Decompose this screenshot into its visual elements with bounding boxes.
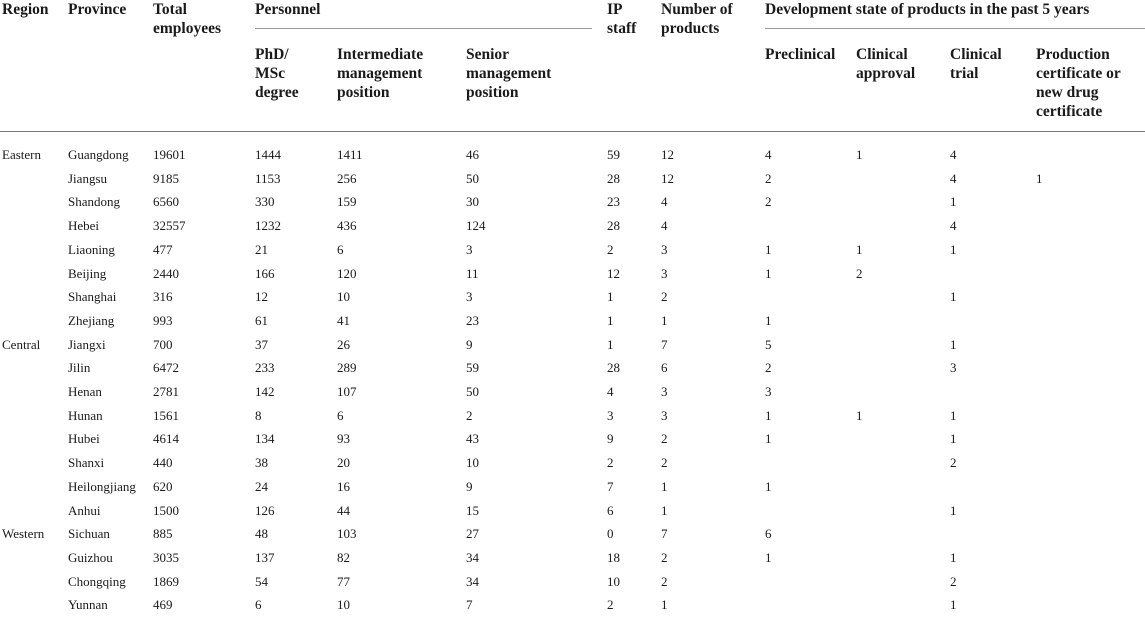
cell-senior: 46: [466, 147, 479, 162]
header-ip-staff-line2: staff: [607, 20, 637, 37]
cell-number-of-products: 6: [661, 360, 668, 375]
cell-total-employees: 9185: [153, 171, 179, 186]
cell-phd-msc: 166: [255, 266, 275, 281]
cell-intermediate: 6: [337, 242, 344, 257]
cell-phd-msc: 8: [255, 408, 262, 423]
cell-province: Guangdong: [68, 147, 129, 162]
cell-senior: 124: [466, 218, 486, 233]
cell-total-employees: 1869: [153, 574, 179, 589]
cell-ip-staff: 2: [607, 597, 614, 612]
header-intermediate-line1: Intermediate: [337, 46, 424, 63]
cell-clinical-trial: 1: [950, 431, 957, 446]
cell-ip-staff: 3: [607, 408, 614, 423]
cell-number-of-products: 4: [661, 194, 668, 209]
cell-ip-staff: 1: [607, 313, 614, 328]
cell-preclinical: 1: [765, 313, 772, 328]
cell-total-employees: 3035: [153, 550, 179, 565]
cell-senior: 59: [466, 360, 479, 375]
cell-phd-msc: 54: [255, 574, 268, 589]
cell-total-employees: 316: [153, 289, 173, 304]
cell-preclinical: 1: [765, 479, 772, 494]
cell-senior: 9: [466, 479, 473, 494]
cell-province: Henan: [68, 384, 102, 399]
cell-intermediate: 10: [337, 597, 350, 612]
header-total-employees: [153, 0, 221, 38]
cell-senior: 2: [466, 408, 473, 423]
cell-intermediate: 41: [337, 313, 350, 328]
header-phd-msc-line2: MSc: [255, 65, 286, 82]
cell-ip-staff: 4: [607, 384, 614, 399]
header-development-state: Development state of products in the past 5 years: [765, 1, 1090, 18]
cell-number-of-products: 1: [661, 313, 668, 328]
cell-senior: 43: [466, 431, 479, 446]
cell-clinical-trial: 1: [950, 337, 957, 352]
cell-phd-msc: 21: [255, 242, 268, 257]
cell-clinical-trial: 1: [950, 597, 957, 612]
cell-clinical-trial: 1: [950, 194, 957, 209]
cell-senior: 7: [466, 597, 473, 612]
cell-intermediate: 120: [337, 266, 357, 281]
cell-intermediate: 256: [337, 171, 357, 186]
cell-senior: 27: [466, 526, 479, 541]
header-production-certificate-line1: Production: [1036, 46, 1110, 63]
header-production-certificate: [1036, 45, 1121, 121]
cell-preclinical: 1: [765, 550, 772, 565]
header-number-of-products: [661, 0, 733, 38]
cell-phd-msc: 37: [255, 337, 268, 352]
header-preclinical: Preclinical: [765, 46, 836, 63]
header-intermediate-line2: management: [337, 65, 423, 82]
cell-ip-staff: 18: [607, 550, 620, 565]
header-senior-line1: Senior: [466, 46, 510, 63]
cell-province: Hunan: [68, 408, 103, 423]
cell-province: Sichuan: [68, 526, 110, 541]
cell-intermediate: 289: [337, 360, 357, 375]
cell-number-of-products: 2: [661, 550, 668, 565]
cell-senior: 50: [466, 384, 479, 399]
header-number-of-products-line1: Number of: [661, 1, 733, 18]
cell-senior: 15: [466, 503, 479, 518]
cell-ip-staff: 6: [607, 503, 614, 518]
cell-total-employees: 2781: [153, 384, 179, 399]
cell-number-of-products: 2: [661, 289, 668, 304]
cell-total-employees: 469: [153, 597, 173, 612]
cell-province: Heilongjiang: [68, 479, 136, 494]
cell-phd-msc: 137: [255, 550, 275, 565]
cell-senior: 50: [466, 171, 479, 186]
header-province: Province: [68, 1, 127, 18]
cell-total-employees: 4614: [153, 431, 179, 446]
header-bottom-rule: [0, 131, 1145, 132]
cell-total-employees: 993: [153, 313, 173, 328]
cell-senior: 30: [466, 194, 479, 209]
cell-number-of-products: 3: [661, 384, 668, 399]
cell-senior: 34: [466, 550, 479, 565]
cell-number-of-products: 12: [661, 171, 674, 186]
cell-region: Western: [2, 526, 45, 541]
cell-phd-msc: 12: [255, 289, 268, 304]
cell-senior: 23: [466, 313, 479, 328]
cell-intermediate: 6: [337, 408, 344, 423]
header-region: Region: [2, 1, 49, 18]
cell-phd-msc: 61: [255, 313, 268, 328]
personnel-underline: [255, 28, 592, 29]
cell-phd-msc: 1444: [255, 147, 281, 162]
cell-phd-msc: 330: [255, 194, 275, 209]
cell-ip-staff: 2: [607, 455, 614, 470]
cell-intermediate: 16: [337, 479, 350, 494]
header-phd-msc-line3: degree: [255, 84, 299, 101]
cell-phd-msc: 24: [255, 479, 268, 494]
cell-phd-msc: 142: [255, 384, 275, 399]
cell-ip-staff: 0: [607, 526, 614, 541]
header-number-of-products-line2: products: [661, 20, 720, 37]
cell-total-employees: 885: [153, 526, 173, 541]
cell-intermediate: 20: [337, 455, 350, 470]
cell-clinical-approval: 2: [856, 266, 863, 281]
cell-region: Eastern: [2, 147, 41, 162]
header-production-certificate-line2: certificate or: [1036, 65, 1121, 82]
header-total-employees-line1: Total: [153, 1, 187, 18]
cell-preclinical: 1: [765, 242, 772, 257]
cell-senior: 9: [466, 337, 473, 352]
cell-ip-staff: 28: [607, 360, 620, 375]
header-clinical-trial-line1: Clinical: [950, 46, 1002, 63]
cell-total-employees: 2440: [153, 266, 179, 281]
header-total-employees-line2: employees: [153, 20, 222, 37]
cell-total-employees: 477: [153, 242, 173, 257]
cell-clinical-trial: 1: [950, 242, 957, 257]
cell-number-of-products: 1: [661, 479, 668, 494]
header-phd-msc: [255, 45, 299, 102]
header-clinical-approval: [856, 45, 915, 83]
cell-intermediate: 77: [337, 574, 350, 589]
cell-number-of-products: 7: [661, 337, 668, 352]
cell-number-of-products: 2: [661, 431, 668, 446]
cell-province: Hubei: [68, 431, 100, 446]
header-senior-line3: position: [466, 84, 519, 101]
cell-ip-staff: 7: [607, 479, 614, 494]
cell-province: Shanghai: [68, 289, 117, 304]
header-personnel: Personnel: [255, 1, 321, 18]
cell-clinical-trial: 1: [950, 408, 957, 423]
header-clinical-trial: [950, 45, 1002, 83]
cell-province: Anhui: [68, 503, 101, 518]
cell-intermediate: 44: [337, 503, 350, 518]
header-clinical-approval-line2: approval: [856, 65, 916, 82]
header-clinical-approval-line1: Clinical: [856, 46, 908, 63]
cell-intermediate: 436: [337, 218, 357, 233]
header-senior: [466, 45, 551, 102]
cell-clinical-trial: 2: [950, 455, 957, 470]
cell-senior: 34: [466, 574, 479, 589]
cell-number-of-products: 1: [661, 597, 668, 612]
cell-preclinical: 5: [765, 337, 772, 352]
cell-ip-staff: 10: [607, 574, 620, 589]
cell-senior: 11: [466, 266, 479, 281]
cell-preclinical: 1: [765, 266, 772, 281]
cell-province: Chongqing: [68, 574, 126, 589]
cell-total-employees: 6560: [153, 194, 179, 209]
cell-ip-staff: 1: [607, 337, 614, 352]
cell-phd-msc: 134: [255, 431, 275, 446]
cell-preclinical: 3: [765, 384, 772, 399]
cell-province: Beijing: [68, 266, 107, 281]
cell-senior: 3: [466, 242, 473, 257]
development-state-underline: [765, 28, 1145, 29]
cell-clinical-trial: 2: [950, 574, 957, 589]
cell-province: Shanxi: [68, 455, 105, 470]
cell-clinical-trial: 4: [950, 171, 957, 186]
cell-province: Jiangxi: [68, 337, 106, 352]
header-production-certificate-line3: new drug: [1036, 84, 1099, 101]
cell-total-employees: 1561: [153, 408, 179, 423]
header-phd-msc-line1: PhD/: [255, 46, 289, 63]
cell-clinical-approval: 1: [856, 147, 863, 162]
cell-intermediate: 159: [337, 194, 357, 209]
cell-preclinical: 4: [765, 147, 772, 162]
header-intermediate-line3: position: [337, 84, 390, 101]
cell-production-certificate: 1: [1036, 171, 1043, 186]
cell-ip-staff: 2: [607, 242, 614, 257]
cell-phd-msc: 6: [255, 597, 262, 612]
cell-total-employees: 19601: [153, 147, 186, 162]
cell-province: Shandong: [68, 194, 120, 209]
cell-phd-msc: 1153: [255, 171, 281, 186]
cell-ip-staff: 23: [607, 194, 620, 209]
cell-preclinical: 6: [765, 526, 772, 541]
header-intermediate: [337, 45, 423, 102]
cell-province: Yunnan: [68, 597, 108, 612]
cell-clinical-approval: 1: [856, 242, 863, 257]
cell-ip-staff: 9: [607, 431, 614, 446]
cell-preclinical: 2: [765, 360, 772, 375]
cell-senior: 3: [466, 289, 473, 304]
cell-total-employees: 32557: [153, 218, 186, 233]
cell-province: Hebei: [68, 218, 100, 233]
cell-phd-msc: 233: [255, 360, 275, 375]
cell-ip-staff: 1: [607, 289, 614, 304]
cell-intermediate: 82: [337, 550, 350, 565]
cell-total-employees: 620: [153, 479, 173, 494]
header-senior-line2: management: [466, 65, 552, 82]
cell-intermediate: 107: [337, 384, 357, 399]
cell-total-employees: 440: [153, 455, 173, 470]
cell-clinical-trial: 4: [950, 218, 957, 233]
cell-number-of-products: 7: [661, 526, 668, 541]
cell-province: Jiangsu: [68, 171, 107, 186]
cell-province: Liaoning: [68, 242, 115, 257]
cell-intermediate: 93: [337, 431, 350, 446]
cell-clinical-trial: 1: [950, 503, 957, 518]
cell-number-of-products: 1: [661, 503, 668, 518]
cell-preclinical: 2: [765, 171, 772, 186]
cell-total-employees: 700: [153, 337, 173, 352]
cell-number-of-products: 3: [661, 266, 668, 281]
cell-province: Zhejiang: [68, 313, 115, 328]
cell-ip-staff: 28: [607, 218, 620, 233]
cell-total-employees: 1500: [153, 503, 179, 518]
cell-phd-msc: 126: [255, 503, 275, 518]
cell-ip-staff: 12: [607, 266, 620, 281]
cell-intermediate: 10: [337, 289, 350, 304]
cell-phd-msc: 48: [255, 526, 268, 541]
header-ip-staff-line1: IP: [607, 1, 623, 18]
header-clinical-trial-line2: trial: [950, 65, 979, 82]
cell-region: Central: [2, 337, 41, 352]
cell-number-of-products: 4: [661, 218, 668, 233]
cell-intermediate: 1411: [337, 147, 363, 162]
cell-clinical-trial: 1: [950, 550, 957, 565]
cell-number-of-products: 3: [661, 408, 668, 423]
cell-province: Guizhou: [68, 550, 113, 565]
cell-province: Jilin: [68, 360, 91, 375]
header-ip-staff: [607, 0, 636, 38]
header-production-certificate-line4: certificate: [1036, 103, 1103, 120]
cell-clinical-trial: 1: [950, 289, 957, 304]
cell-clinical-trial: 4: [950, 147, 957, 162]
cell-total-employees: 6472: [153, 360, 179, 375]
cell-number-of-products: 2: [661, 574, 668, 589]
cell-number-of-products: 12: [661, 147, 674, 162]
cell-intermediate: 26: [337, 337, 350, 352]
cell-number-of-products: 2: [661, 455, 668, 470]
cell-intermediate: 103: [337, 526, 357, 541]
cell-ip-staff: 28: [607, 171, 620, 186]
cell-phd-msc: 38: [255, 455, 268, 470]
cell-clinical-trial: 3: [950, 360, 957, 375]
cell-clinical-approval: 1: [856, 408, 863, 423]
cell-phd-msc: 1232: [255, 218, 281, 233]
cell-number-of-products: 3: [661, 242, 668, 257]
cell-preclinical: 2: [765, 194, 772, 209]
cell-preclinical: 1: [765, 431, 772, 446]
cell-senior: 10: [466, 455, 479, 470]
cell-preclinical: 1: [765, 408, 772, 423]
cell-ip-staff: 59: [607, 147, 620, 162]
